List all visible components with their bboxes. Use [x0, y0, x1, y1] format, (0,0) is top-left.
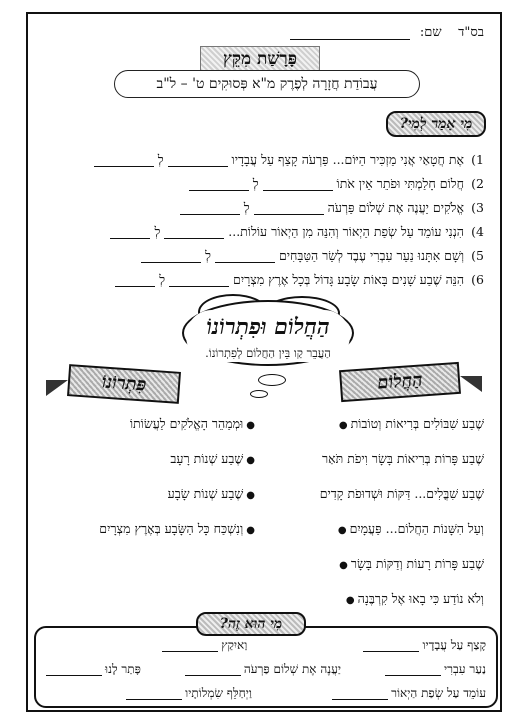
answer-blank-speaker[interactable] — [168, 155, 228, 167]
worksheet-page — [26, 12, 502, 712]
question-row — [34, 244, 484, 268]
bullet-dot-icon: ● — [246, 525, 255, 536]
answer-blank-listener[interactable] — [115, 275, 155, 287]
answer-blank-speaker[interactable] — [164, 227, 224, 239]
question-number: 3) — [471, 200, 484, 215]
dream-item[interactable]: שֶׁבַע פָּרוֹת בְּרִיאוֹת בָּשָׂר וִיפֹת תֹּאַר — [321, 451, 484, 466]
who-is-it-row: עוֹמֵד עַל שְׂפַת הַיְאוֹר וַיְחַלֵּף שִׂמְלוֹתָיו — [46, 686, 486, 701]
answer-blank-speaker[interactable] — [254, 203, 324, 215]
dream-item[interactable]: וְעַל הִשָּׁנוֹת הַחֲלוֹם... פַּעֲמָיִם● — [337, 521, 484, 536]
bullet-dot-icon: ● — [246, 490, 255, 501]
solution-item[interactable]: ●שֶׁבַע שְׁנוֹת רָעָב — [170, 451, 255, 466]
answer-blank-speaker[interactable] — [169, 275, 229, 287]
dreams-column — [274, 414, 484, 624]
answer-blank-listener[interactable] — [141, 251, 201, 263]
question-number: 5) — [471, 248, 484, 263]
answer-blank-speaker[interactable] — [263, 179, 333, 191]
answer-blank[interactable] — [46, 664, 102, 676]
bullet-dot-icon: ● — [339, 560, 348, 571]
school-mark: בס"ד — [458, 25, 484, 40]
cloud-title: הַחֲלוֹם וּפִתְרוֹנוֹ — [206, 314, 330, 340]
question-row — [34, 196, 484, 220]
ribbon-tail — [460, 376, 482, 392]
who-said-to-whom-tag: מִי אָמַר לְמִי? — [386, 111, 486, 137]
to-label: לְ — [157, 152, 164, 167]
who-is-it-row: נַעַר עִבְרִי יַעֲנֶה אֶת שְׁלוֹם פַּרְעֹה פָּתַר לָנוּ — [46, 662, 486, 677]
bullet-dot-icon: ● — [338, 420, 348, 431]
question-text: חֲלוֹם חָלַמְתִּי וּפֹתֵר אֵין אֹתוֹ — [336, 176, 465, 191]
question-text: הִנְנִי עוֹמֵד עַל שְׂפַת הַיְאוֹר וְהִנֵּה מִן הַיְאוֹר עוֹלוֹת... — [228, 224, 465, 239]
name-line — [290, 24, 484, 40]
dream-item[interactable]: וְלֹא נוֹדַע כִּי בָאוּ אֶל קִרְבֶּנָה● — [345, 591, 484, 606]
answer-blank-speaker[interactable] — [215, 251, 275, 263]
questions-list — [34, 148, 484, 292]
dream-ribbon: הַחֲלוֹם — [339, 362, 461, 402]
question-text: וְשָׁם אִתָּנוּ נַעַר עִבְרִי עֶבֶד לְשַׂר הַטַּבָּחִים — [278, 248, 465, 263]
question-number: 1) — [471, 152, 484, 167]
parasha-title: פָּרָשַׁת מִקֵּץ — [200, 46, 320, 72]
answer-blank[interactable] — [332, 688, 388, 700]
answer-blank[interactable] — [185, 664, 241, 676]
question-number: 6) — [471, 272, 484, 287]
matching-instruction: הַעֲבֵר קַו בֵּין הַחֲלוֹם לְפִתְרוֹנוֹ. — [205, 346, 331, 360]
dream-item[interactable]: שֶׁבַע שִׁבֳּלִים... דַּקּוֹת וּשְׁדוּפֹת קָדִים — [319, 486, 484, 501]
question-text: אֶת חֲטָאַי אֲנִי מַזְכִּיר הַיּוֹם... פַּרְעֹה קָצַף עַל עֲבָדָיו — [231, 152, 465, 167]
question-row — [34, 220, 484, 244]
name-label: שם: — [419, 25, 442, 40]
question-row — [34, 268, 484, 292]
ribbon-tail — [46, 380, 68, 396]
answer-blank-listener[interactable] — [110, 227, 150, 239]
solution-item[interactable]: ●שֶׁבַע שְׁנוֹת שָׂבָע — [167, 486, 255, 501]
question-text: אֱלֹקִים יַעֲנֶה אֶת שְׁלוֹם פַּרְעֹה — [327, 200, 465, 215]
name-blank[interactable] — [290, 26, 410, 40]
question-row — [34, 172, 484, 196]
answer-blank[interactable] — [162, 640, 218, 652]
question-number: 4) — [471, 224, 484, 239]
to-label: לְ — [154, 224, 161, 239]
question-number: 2) — [471, 176, 484, 191]
to-label: לְ — [205, 248, 211, 263]
answer-blank[interactable] — [126, 688, 182, 700]
bullet-dot-icon: ● — [246, 455, 255, 466]
thought-bubble-puff — [250, 390, 268, 398]
who-is-it-tag: מִי הוּא זֶה? — [196, 612, 306, 636]
answer-blank[interactable] — [385, 664, 441, 676]
answer-blank-listener[interactable] — [94, 155, 154, 167]
bullet-dot-icon: ● — [345, 595, 355, 606]
question-text: הִנֵּה שֶׁבַע שָׁנִים בָּאוֹת שָׂבָע גָּדוֹל בְּכָל אֶרֶץ מִצְרָיִם — [233, 272, 465, 287]
solution-item[interactable]: ●וְנִשְׁכַּח כָּל הַשָּׂבָע בְּאֶרֶץ מִצְרָיִם — [99, 521, 255, 536]
worksheet-subtitle: עֲבוֹדַת חֲזָרָה לְפֶרֶק מ"א פְּסוּקִים ט' – ל"ב — [114, 70, 420, 98]
answer-blank-listener[interactable] — [180, 203, 240, 215]
answer-blank[interactable] — [363, 640, 419, 652]
dream-item[interactable]: שֶׁבַע שִׁבּוֹלִים בְּרִיאוֹת וְטוֹבוֹת● — [338, 416, 484, 431]
who-is-it-row: קָצַף עַל עֲבָדָיו וַאיִקַץ — [46, 638, 486, 653]
thought-bubble-puff — [258, 374, 286, 386]
to-label: לְ — [252, 176, 259, 191]
to-label: לְ — [159, 272, 166, 287]
solutions-column — [28, 414, 258, 554]
to-label: לְ — [243, 200, 250, 215]
dream-item[interactable]: שֶׁבַע פָּרוֹת רָעוֹת וְדַקּוֹת בָּשָׂר● — [339, 556, 484, 571]
bullet-dot-icon: ● — [246, 420, 255, 431]
solution-item[interactable]: ●וּמְמַהֵר הָאֱלֹקִים לַעֲשׂוֹתוֹ — [129, 416, 255, 431]
bullet-dot-icon: ● — [337, 525, 347, 536]
question-row — [34, 148, 484, 172]
answer-blank-listener[interactable] — [189, 179, 249, 191]
solution-ribbon: פִּתְרוֹנוֹ — [67, 364, 181, 404]
